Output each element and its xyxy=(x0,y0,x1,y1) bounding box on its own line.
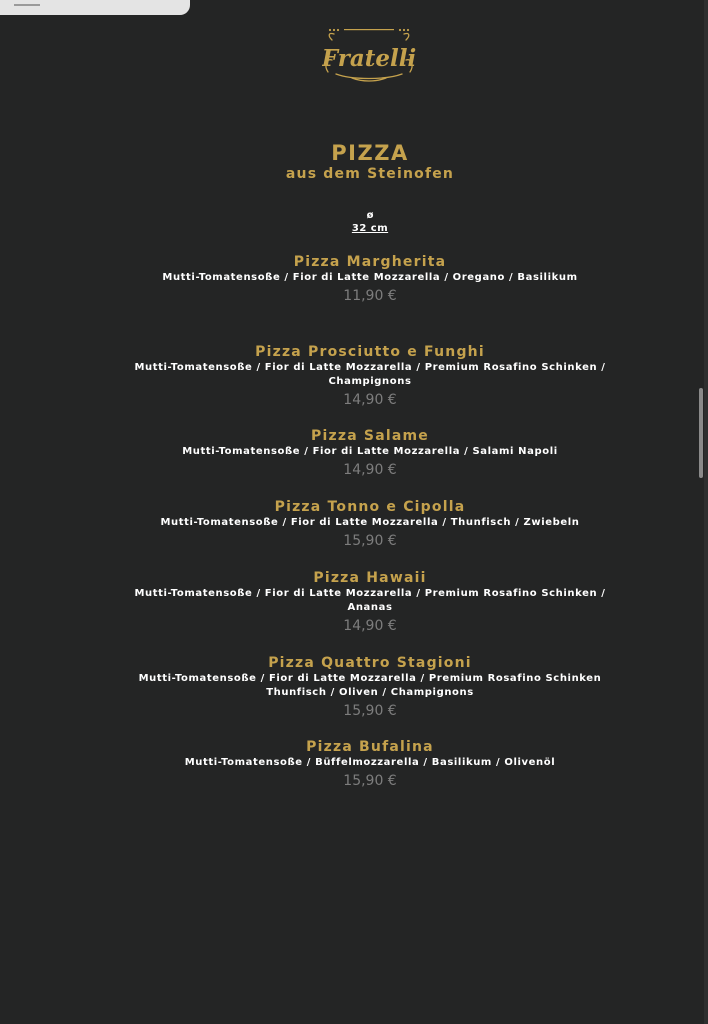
item-name: Pizza Hawaii xyxy=(313,570,427,586)
item-description-cont: Ananas xyxy=(347,602,393,613)
item-price: 15,90 € xyxy=(343,703,397,719)
logo-text: Fratelli xyxy=(322,45,416,72)
scrollbar-track[interactable] xyxy=(704,0,708,1024)
section-subtitle: aus dem Steinofen xyxy=(285,166,455,182)
item-description: Mutti-Tomatensoße / Fior di Latte Mozzarella / Premium Rosafino Schinken / xyxy=(134,588,606,599)
item-description-cont: Thunfisch / Oliven / Champignons xyxy=(266,687,474,698)
menu-item xyxy=(54,427,686,479)
item-price: 14,90 € xyxy=(343,392,397,408)
scrollbar-thumb[interactable] xyxy=(699,388,703,478)
item-name: Pizza Salame xyxy=(311,428,429,444)
menu-item xyxy=(54,738,686,790)
item-price: 11,90 € xyxy=(343,288,397,304)
item-name: Pizza Bufalina xyxy=(306,739,434,755)
item-price: 15,90 € xyxy=(343,533,397,549)
item-description: Mutti-Tomatensoße / Fior di Latte Mozzarella / Thunfisch / Zwiebeln xyxy=(160,517,580,528)
item-description: Mutti-Tomatensoße / Fior di Latte Mozzarella / Oregano / Basilikum xyxy=(162,272,578,283)
section-title: PIZZA xyxy=(331,141,409,165)
item-description: Mutti-Tomatensoße / Fior di Latte Mozzarella / Premium Rosafino Schinken / xyxy=(134,362,606,373)
item-name: Pizza Prosciutto e Funghi xyxy=(255,344,485,360)
item-name: Pizza Margherita xyxy=(293,254,447,270)
menu-item xyxy=(54,498,686,550)
item-description-cont: Champignons xyxy=(328,376,412,387)
browser-tab[interactable] xyxy=(0,0,190,15)
tab-icon xyxy=(14,0,40,6)
menu-item xyxy=(54,569,686,635)
menu-item xyxy=(54,654,686,720)
item-description: Mutti-Tomatensoße / Fior di Latte Mozzarella / Salami Napoli xyxy=(182,446,558,457)
item-name: Pizza Tonno e Cipolla xyxy=(274,499,466,515)
item-description: Mutti-Tomatensoße / Büffelmozzarella / Basilikum / Olivenöl xyxy=(184,757,556,768)
item-price: 15,90 € xyxy=(343,773,397,789)
item-description: Mutti-Tomatensoße / Fior di Latte Mozzarella / Premium Rosafino Schinken xyxy=(138,673,602,684)
menu-item xyxy=(54,343,686,409)
item-price: 14,90 € xyxy=(343,618,397,634)
diameter-symbol: ø xyxy=(366,210,374,221)
size-label: 32 cm xyxy=(351,223,389,234)
item-name: Pizza Quattro Stagioni xyxy=(268,655,472,671)
fratelli-logo[interactable] xyxy=(322,22,416,84)
item-price: 14,90 € xyxy=(343,462,397,478)
menu-item xyxy=(54,253,686,305)
